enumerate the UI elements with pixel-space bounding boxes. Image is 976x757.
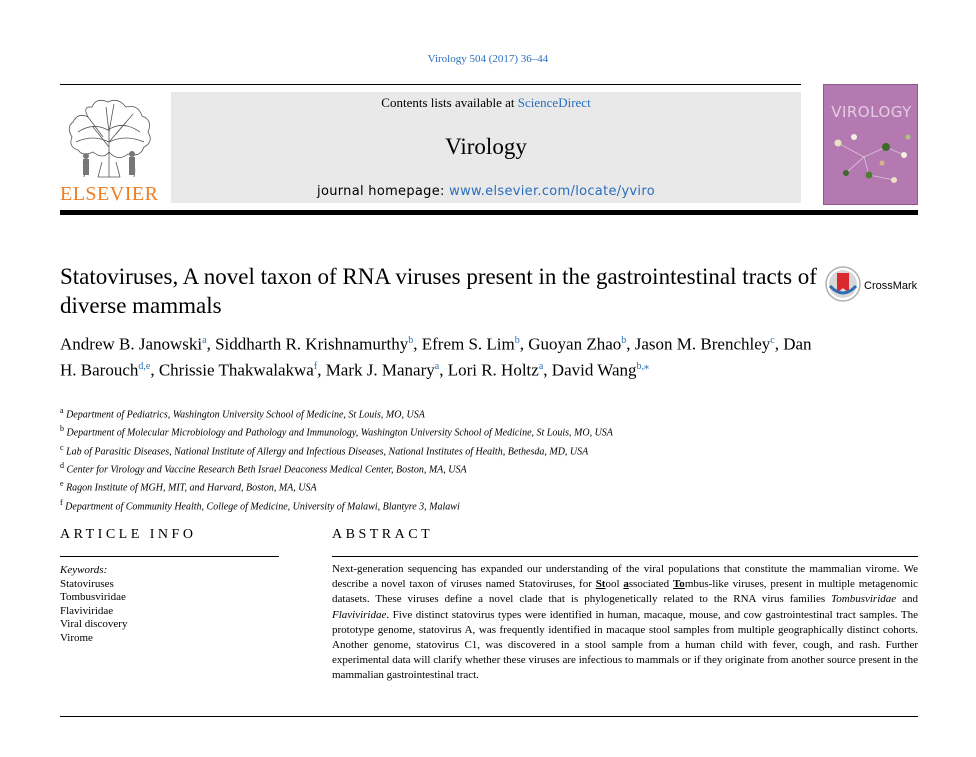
abstract-text: [332, 562, 918, 684]
abstract-family: Tombusviridae: [831, 593, 897, 606]
affiliation-list: [60, 404, 920, 514]
author-affiliation-link[interactable]: b: [408, 335, 414, 346]
keyword-item: Viral discovery: [60, 618, 128, 630]
journal-name: Virology: [445, 134, 527, 159]
author-affiliation-link[interactable]: a: [538, 360, 544, 372]
abstract-part: ool: [605, 578, 624, 591]
author-separator: ,: [413, 334, 422, 354]
author-separator: ,: [150, 360, 159, 380]
contents-prefix: Contents lists available at: [381, 95, 518, 110]
affiliation-key: c: [60, 442, 64, 452]
affiliation-text: Lab of Parasitic Diseases, National Institute of Allergy and Infectious Diseases, National Institutes of Health, Bethesda, MD, USA: [63, 445, 589, 457]
author-name[interactable]: David Wang: [551, 360, 637, 380]
affiliation-text: Department of Pediatrics, Washington University School of Medicine, St Louis, MO, USA: [63, 409, 425, 421]
abstract-family: Flaviviridae: [332, 608, 387, 621]
affiliation-text: Ragon Institute of MGH, MIT, and Harvard, Boston, MA, USA: [63, 482, 317, 494]
abstract-emph: a: [623, 578, 629, 591]
affiliation-key: a: [60, 406, 64, 415]
author-name[interactable]: Siddharth R. Krishnamurthy: [215, 334, 409, 354]
affiliation-key: f: [60, 497, 63, 507]
abstract-emph: To: [672, 578, 685, 591]
author-affiliation-link[interactable]: b: [621, 335, 627, 346]
author-list: [60, 330, 820, 381]
author-name[interactable]: Guoyan Zhao: [528, 334, 622, 354]
affiliation-item: [60, 496, 920, 514]
journal-header-box: [171, 92, 801, 203]
abstract-part: mbus-like viruses, present in multiple metagenomic datasets. These viruses define a novel clade that is phylogenetically related to the RNA virus families: [332, 578, 919, 606]
homepage-line: [171, 184, 801, 199]
author-affiliation-link[interactable]: a: [434, 360, 440, 372]
article-title: Statoviruses, A novel taxon of RNA viruses present in the gastrointestinal tracts of diverse mammals: [60, 264, 817, 318]
cover-artwork: [824, 85, 918, 205]
elsevier-wordmark[interactable]: ELSEVIER: [60, 183, 159, 205]
author-separator: ,: [774, 334, 784, 354]
author-separator: ,: [317, 360, 326, 380]
homepage-link[interactable]: www.elsevier.com/locate/yviro: [449, 184, 655, 199]
affiliation-key: d: [60, 460, 64, 470]
abstract-part: and: [896, 593, 918, 606]
keyword-item: Virome: [60, 631, 93, 644]
abstract-rule: [332, 556, 918, 557]
article-info-heading: ARTICLE INFO: [60, 527, 197, 542]
author-separator: ,: [626, 334, 635, 354]
author-name[interactable]: Lori R. Holtz: [447, 360, 539, 380]
journal-cover-image[interactable]: [823, 84, 918, 205]
keyword-item: Tombusviridae: [60, 591, 126, 603]
affiliation-key: e: [60, 479, 64, 489]
keywords-block: [60, 564, 279, 645]
affiliation-item: [60, 404, 920, 422]
author-affiliation-link[interactable]: c: [770, 335, 775, 346]
author-separator: ,: [206, 334, 216, 354]
article-info-rule: [60, 556, 279, 557]
affiliation-item: [60, 422, 920, 440]
author-affiliation-link[interactable]: d,e: [138, 360, 151, 372]
author-name[interactable]: Andrew B. Janowski: [60, 334, 203, 354]
affiliation-item: [60, 459, 920, 477]
author-affiliation-link[interactable]: f: [313, 360, 318, 372]
affiliation-text: Center for Virology and Vaccine Research Beth Israel Deaconess Medical Center, Boston, MA, USA: [64, 464, 467, 476]
abstract-heading: ABSTRACT: [332, 527, 434, 542]
abstract-part: . Five distinct statovirus types were identified in human, macaque, mouse, and cow gastrointestinal tract samples. The prototype genome, statovirus A, was frequently identified in macaque stool samples from multiple geographically distinct cohorts. Another genome, statovirus C1, was discovered in a stool sample from a human child with fever, cough, and rash. Further experimental data will clarify whether these viruses are infectious to mammals or if they originate from another source present in the mammalian gastrointestinal tract.: [332, 608, 918, 682]
abstract-emph: St: [595, 578, 606, 591]
abstract-part: ssociated: [628, 578, 673, 591]
header-top-rule: [60, 84, 801, 85]
author-name[interactable]: Dan H. Barouch: [60, 334, 812, 380]
sciencedirect-link[interactable]: ScienceDirect: [517, 95, 591, 110]
journal-citation-link[interactable]: Virology 504 (2017) 36–44: [427, 53, 549, 65]
keywords-label: Keywords:: [60, 564, 108, 576]
cover-title: VIROLOGY: [831, 103, 912, 121]
author-name[interactable]: Chrissie Thakwalakwa: [158, 360, 314, 380]
author-name[interactable]: Jason M. Brenchley: [634, 334, 771, 354]
author-separator: ,: [543, 360, 552, 380]
keyword-item: Flaviviridae: [60, 604, 114, 617]
author-affiliation-link[interactable]: a: [202, 335, 207, 346]
keyword-item: Statoviruses: [60, 577, 114, 590]
author-separator: ,: [519, 334, 529, 354]
author-name[interactable]: Mark J. Manary: [325, 360, 435, 380]
affiliation-key: b: [60, 424, 64, 434]
affiliation-item: [60, 441, 920, 459]
crossmark-label[interactable]: CrossMark: [864, 280, 918, 292]
crossmark-icon[interactable]: [825, 266, 861, 302]
author-affiliation-link[interactable]: b: [514, 335, 520, 346]
affiliation-text: Department of Molecular Microbiology and Pathology and Immunology, Washington University School of Medicine, St Louis, MO, USA: [64, 427, 613, 439]
header-thick-rule: [60, 210, 918, 215]
affiliation-item: [60, 477, 920, 495]
abstract-part: Next-generation sequencing has expanded our understanding of the viral populations that constitute the mammalian virome. We describe a novel taxon of viruses named Statoviruses, for: [332, 563, 918, 591]
author-affiliation-link[interactable]: b,⁎: [636, 360, 650, 372]
author-name[interactable]: Efrem S. Lim: [421, 334, 515, 354]
author-separator: ,: [439, 360, 448, 380]
abstract-bottom-rule: [60, 716, 918, 717]
homepage-prefix: journal homepage:: [317, 184, 450, 199]
affiliation-text: Department of Community Health, College of Medicine, University of Malawi, Blantyre 3, Malawi: [62, 500, 460, 512]
contents-line: [171, 95, 801, 111]
